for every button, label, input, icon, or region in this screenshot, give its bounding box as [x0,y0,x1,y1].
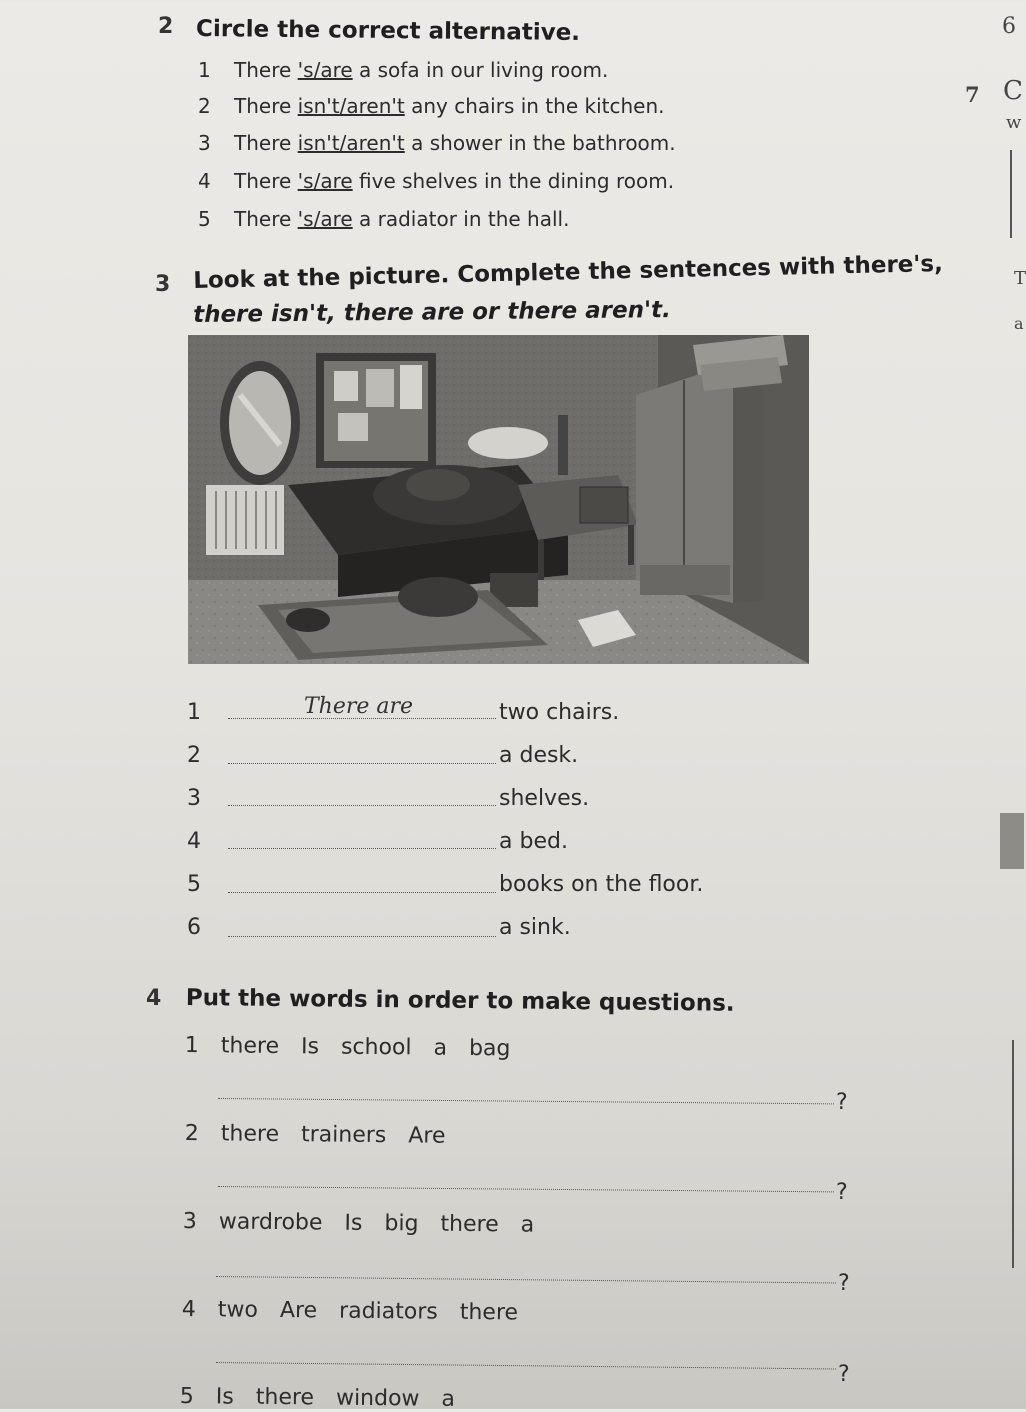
scrambled-word: there [459,1299,519,1326]
option-choice[interactable]: 's/are [297,58,353,82]
exercise-2-item: 4 There 's/are five shelves in the dining room. [198,169,675,193]
answer-blank[interactable] [216,1276,836,1283]
option-choice[interactable]: isn't/aren't [297,131,405,155]
option-choice[interactable]: isn't/aren't [297,94,405,118]
scrambled-word: Are [408,1123,446,1149]
answer-blank[interactable] [228,763,496,764]
answer-blank[interactable] [228,805,496,806]
scrambled-word: two [217,1297,259,1323]
exercise-4-item: 5 Is there window a [179,1384,456,1412]
exercise-3-item-number: 5 [187,872,201,897]
exercise-3-instruction-line2: there isn't, there are or there aren't. [193,296,671,328]
answer-blank[interactable] [228,936,496,937]
side-letter: w [1006,112,1022,133]
scrambled-word: a [441,1386,456,1412]
scrambled-word: big [384,1211,419,1237]
scrambled-word: a [433,1035,448,1061]
exercise-2-item: 5 There 's/are a radiator in the hall. [198,207,570,231]
facing-page-tab [1000,813,1024,869]
exercise-3-instruction: Look at the picture. Complete the sentences with there's, [193,250,944,294]
side-letter: T [1014,268,1026,289]
facing-page-box [1010,150,1026,238]
scrambled-word: window [335,1385,420,1412]
side-exercise-number: 7 [965,82,980,107]
facing-page-box-lower [1012,1040,1026,1268]
answer-blank[interactable] [218,1098,834,1104]
exercise-2-item: 1 There 's/are a sofa in our living room. [198,58,609,82]
handwritten-answer: There are [304,694,414,719]
exercise-4-item: 1 there Is school a bag [184,1033,511,1062]
scrambled-word: radiators [338,1298,438,1325]
exercise-2-number: 2 [158,14,174,39]
exercise-3-item-number: 4 [187,829,201,854]
scrambled-word: Is [215,1384,234,1410]
exercise-4-instruction: Put the words in order to make questions. [185,985,735,1017]
exercise-3-item-number: 6 [187,915,201,940]
side-letter: C [1003,76,1023,106]
answer-blank[interactable] [218,1186,834,1192]
page-number: 6 [1002,14,1016,39]
scrambled-word: school [340,1034,412,1061]
exercise-3-item-text: books on the floor. [499,872,704,897]
side-letter: a [1014,314,1024,333]
exercise-3-item-text: a desk. [499,743,579,768]
exercise-2-instruction: Circle the correct alternative. [195,15,581,47]
option-choice[interactable]: 's/are [297,169,353,193]
exercise-3-item-number: 2 [187,743,201,768]
option-choice[interactable]: 's/are [297,207,353,231]
bedroom-picture [188,335,809,664]
exercise-2-item: 2 There isn't/aren't any chairs in the kitchen. [198,94,665,118]
scrambled-word: a [520,1212,535,1238]
exercise-4-item: 4 two Are radiators there [181,1297,519,1326]
exercise-3-item-text: two chairs. [499,700,620,725]
scrambled-word: bag [468,1035,511,1062]
scrambled-word: Is [344,1210,363,1236]
question-mark: ? [838,1362,850,1387]
exercise-3-number: 3 [155,272,171,297]
exercise-3-item-text: a bed. [499,829,568,854]
scrambled-word: Are [279,1298,318,1324]
exercise-3-item-number: 3 [187,786,201,811]
question-mark: ? [836,1180,848,1205]
exercise-3-item-text: shelves. [499,786,590,811]
scrambled-word: Is [300,1034,320,1060]
scrambled-word: wardrobe [218,1209,323,1236]
answer-blank[interactable] [228,892,496,893]
scrambled-word: trainers [300,1122,387,1149]
answer-blank[interactable] [228,848,496,849]
scrambled-word: there [440,1211,499,1238]
scrambled-word: there [255,1384,315,1411]
question-mark: ? [838,1271,850,1296]
scrambled-word: there [220,1121,280,1147]
exercise-4-number: 4 [146,986,162,1011]
scrambled-word: there [220,1033,280,1059]
exercise-3-item-number: 1 [187,700,201,725]
answer-blank[interactable] [216,1362,836,1369]
exercise-3-item-text: a sink. [499,915,571,940]
question-mark: ? [836,1090,848,1115]
exercise-4-item: 3 wardrobe Is big there a [182,1209,535,1238]
exercise-2-item: 3 There isn't/aren't a shower in the bathroom. [198,131,676,155]
exercise-4-item: 2 there trainers Are [184,1121,446,1149]
